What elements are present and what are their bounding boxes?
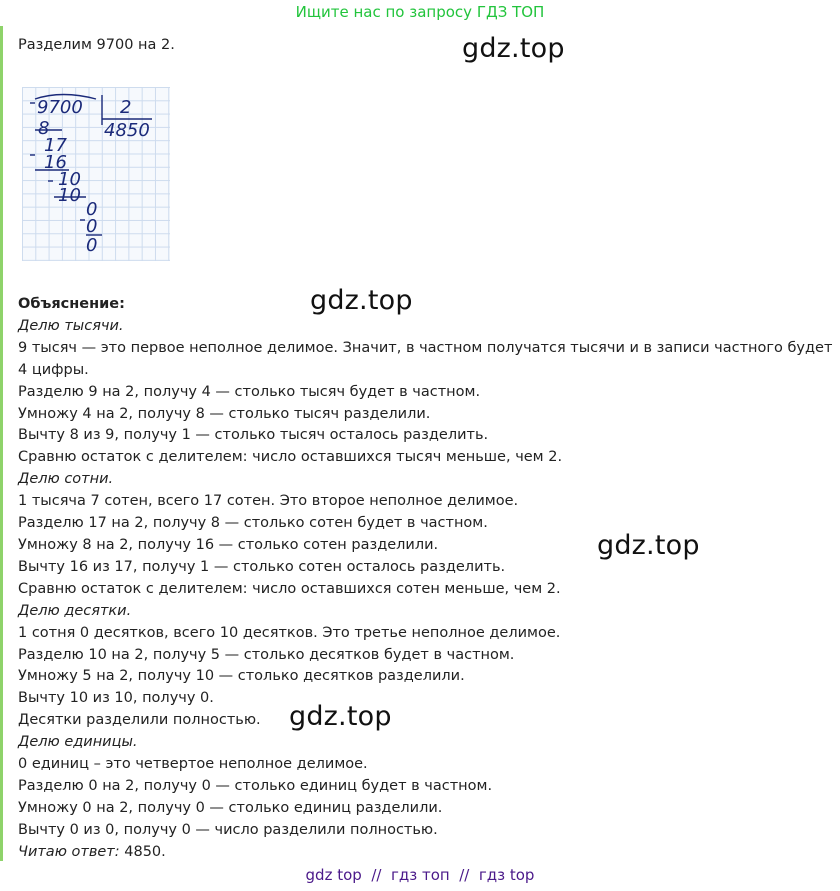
long-division-image	[22, 87, 170, 261]
section-heading: Делю десятки.	[18, 602, 132, 619]
content-left-border	[0, 26, 3, 861]
top-banner[interactable]: Ищите нас по запросу ГДЗ ТОП	[295, 3, 545, 21]
dividend: 9700	[37, 97, 83, 118]
explanation-line: Десятки разделили полностью.	[18, 712, 261, 729]
section-heading: Делю единицы.	[18, 734, 138, 751]
explanation-line: Разделю 0 на 2, получу 0 — столько единиц будет в частном.	[18, 777, 493, 794]
explanation-line: Вычту 16 из 17, получу 1 — столько сотен осталось разделить.	[18, 558, 506, 575]
explanation-line: Разделю 9 на 2, получу 4 — столько тысяч будет в частном.	[18, 383, 481, 400]
step: 17	[44, 135, 67, 156]
answer-value: 4850.	[124, 843, 166, 860]
explanation-line: Разделю 17 на 2, получу 8 — столько сотен будет в частном.	[18, 515, 488, 532]
explanation-line: 1 сотня 0 десятков, всего 10 десятков. Это третье неполное делимое.	[18, 624, 561, 641]
explanation-line: 0 единиц – это четвертое неполное делимое.	[18, 756, 368, 773]
explanation-line: Вычту 0 из 0, получу 0 — число разделили полностью.	[18, 821, 438, 838]
step: 8	[38, 118, 50, 139]
step: 10	[58, 185, 81, 206]
explanation-line: Вычту 10 из 10, получу 0.	[18, 690, 214, 707]
watermark: gdz.top	[597, 530, 700, 561]
step: 10	[58, 169, 81, 190]
explanation-line: Умножу 5 на 2, получу 10 — столько десятков разделили.	[18, 668, 465, 685]
footer-links[interactable]: gdz top // гдз топ // гдз top	[305, 866, 535, 884]
section-heading: Делю сотни.	[18, 471, 114, 488]
answer-line	[18, 842, 833, 864]
explanation-block	[18, 294, 833, 864]
explanation-line: 9 тысяч — это первое неполное делимое. Значит, в частном получатся тысячи и в записи частного будет 4 цифры.	[18, 339, 833, 378]
step: 16	[44, 152, 67, 173]
explanation-line: Умножу 8 на 2, получу 16 — столько сотен разделили.	[18, 536, 439, 553]
intro-text: Разделим 9700 на 2.	[18, 37, 175, 53]
explanation-line: Умножу 0 на 2, получу 0 — столько единиц разделили.	[18, 799, 443, 816]
explanation-title: Объяснение:	[18, 296, 125, 312]
explanation-line: Вычту 8 из 9, получу 1 — столько тысяч осталось разделить.	[18, 427, 489, 444]
long-division-drawing	[22, 87, 170, 261]
explanation-line: Сравню остаток с делителем: число оставшихся сотен меньше, чем 2.	[18, 580, 561, 597]
step: 0	[86, 235, 98, 256]
explanation-line: Умножу 4 на 2, получу 8 — столько тысяч разделили.	[18, 405, 431, 422]
watermark: gdz.top	[310, 285, 413, 316]
watermark: gdz.top	[462, 33, 565, 64]
divisor: 2	[120, 97, 132, 118]
watermark: gdz.top	[289, 701, 392, 732]
explanation-line: Разделю 10 на 2, получу 5 — столько десятков будет в частном.	[18, 646, 515, 663]
section-heading: Делю тысячи.	[18, 317, 124, 334]
step: 0	[86, 216, 98, 237]
quotient: 4850	[104, 120, 150, 141]
answer-label: Читаю ответ:	[18, 843, 120, 860]
explanation-line: 1 тысяча 7 сотен, всего 17 сотен. Это второе неполное делимое.	[18, 493, 519, 510]
step: 0	[86, 199, 98, 220]
explanation-line: Сравню остаток с делителем: число оставшихся тысяч меньше, чем 2.	[18, 449, 563, 466]
